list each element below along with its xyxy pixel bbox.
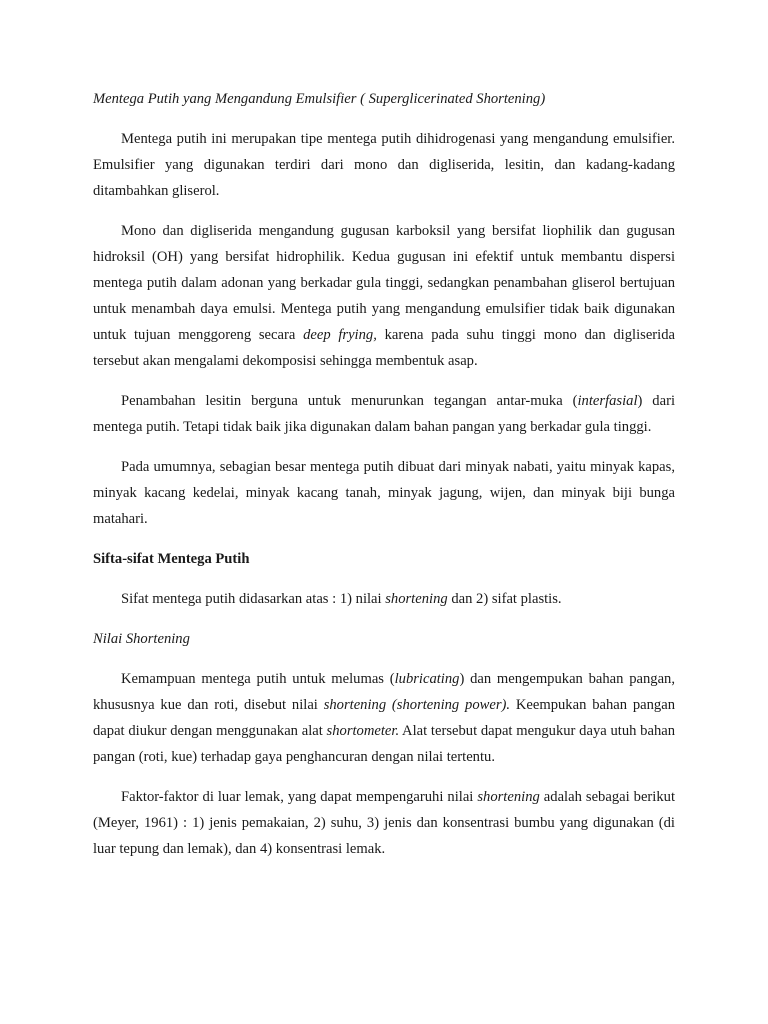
italic-term: shortening xyxy=(385,591,448,607)
section-heading-properties: Sifta-sifat Mentega Putih xyxy=(93,551,250,567)
italic-term: shortometer. xyxy=(326,723,400,739)
paragraph-3: Penambahan lesitin berguna untuk menurunkan tegangan antar-muka (interfasial) dari mentega putih. Tetapi tidak baik jika digunakan dalam bahan pangan yang berkadar gula tinggi. xyxy=(93,393,675,435)
paragraph-4: Pada umumnya, sebagian besar mentega putih dibuat dari minyak nabati, yaitu minyak kapas, minyak kacang kedelai, minyak kacang tanah, minyak jagung, wijen, dan minyak biji bunga matahari. xyxy=(93,459,675,527)
paragraph-7: Faktor-faktor di luar lemak, yang dapat mempengaruhi nilai shortening adalah sebagai berikut (Meyer, 1961) : 1) jenis pemakaian, 2) suhu, 3) jenis dan konsentrasi bumbu yang digunakan (di luar tepung dan lemak), dan 4) konsentrasi lemak. xyxy=(93,789,675,857)
paragraph-1: Mentega putih ini merupakan tipe mentega putih dihidrogenasi yang mengandung emulsifier. Emulsifier yang digunakan terdiri dari mono dan digliserida, lesitin, dan kadang-kadang ditambahkan gliserol. xyxy=(93,131,675,199)
section-heading-emulsifier: Mentega Putih yang Mengandung Emulsifier ( Superglicerinated Shortening) xyxy=(93,91,546,107)
italic-term: interfasial xyxy=(577,393,638,409)
document-page xyxy=(93,86,675,876)
italic-term: shortening xyxy=(477,789,540,805)
italic-term: deep frying, xyxy=(303,327,377,343)
italic-term: lubricating xyxy=(394,671,460,687)
section-heading-shortening: Nilai Shortening xyxy=(93,631,190,647)
italic-term: shortening (shortening power). xyxy=(323,697,511,713)
paragraph-5: Sifat mentega putih didasarkan atas : 1) nilai shortening dan 2) sifat plastis. xyxy=(121,591,562,607)
paragraph-6: Kemampuan mentega putih untuk melumas (lubricating) dan mengempukan bahan pangan, khususnya kue dan roti, disebut nilai shortening (shortening power). Keempukan bahan pangan dapat diukur dengan menggunakan alat shortometer. Alat tersebut dapat mengukur daya utuh bahan pangan (roti, kue) terhadap gaya penghancuran dengan nilai tertentu. xyxy=(93,671,676,765)
paragraph-2: Mono dan digliserida mengandung gugusan karboksil yang bersifat liophilik dan gugusan hidroksil (OH) yang bersifat hidrophilik. Kedua gugusan ini efektif untuk membantu dispersi mentega putih dalam adonan yang berkadar gula tinggi, sedangkan penambahan gliserol bertujuan untuk menambah daya emulsi. Mentega putih yang mengandung emulsifier tidak baik digunakan untuk tujuan menggoreng secara deep frying, karena pada suhu tinggi mono dan digliserida tersebut akan mengalami dekomposisi sehingga membentuk asap. xyxy=(93,223,675,369)
